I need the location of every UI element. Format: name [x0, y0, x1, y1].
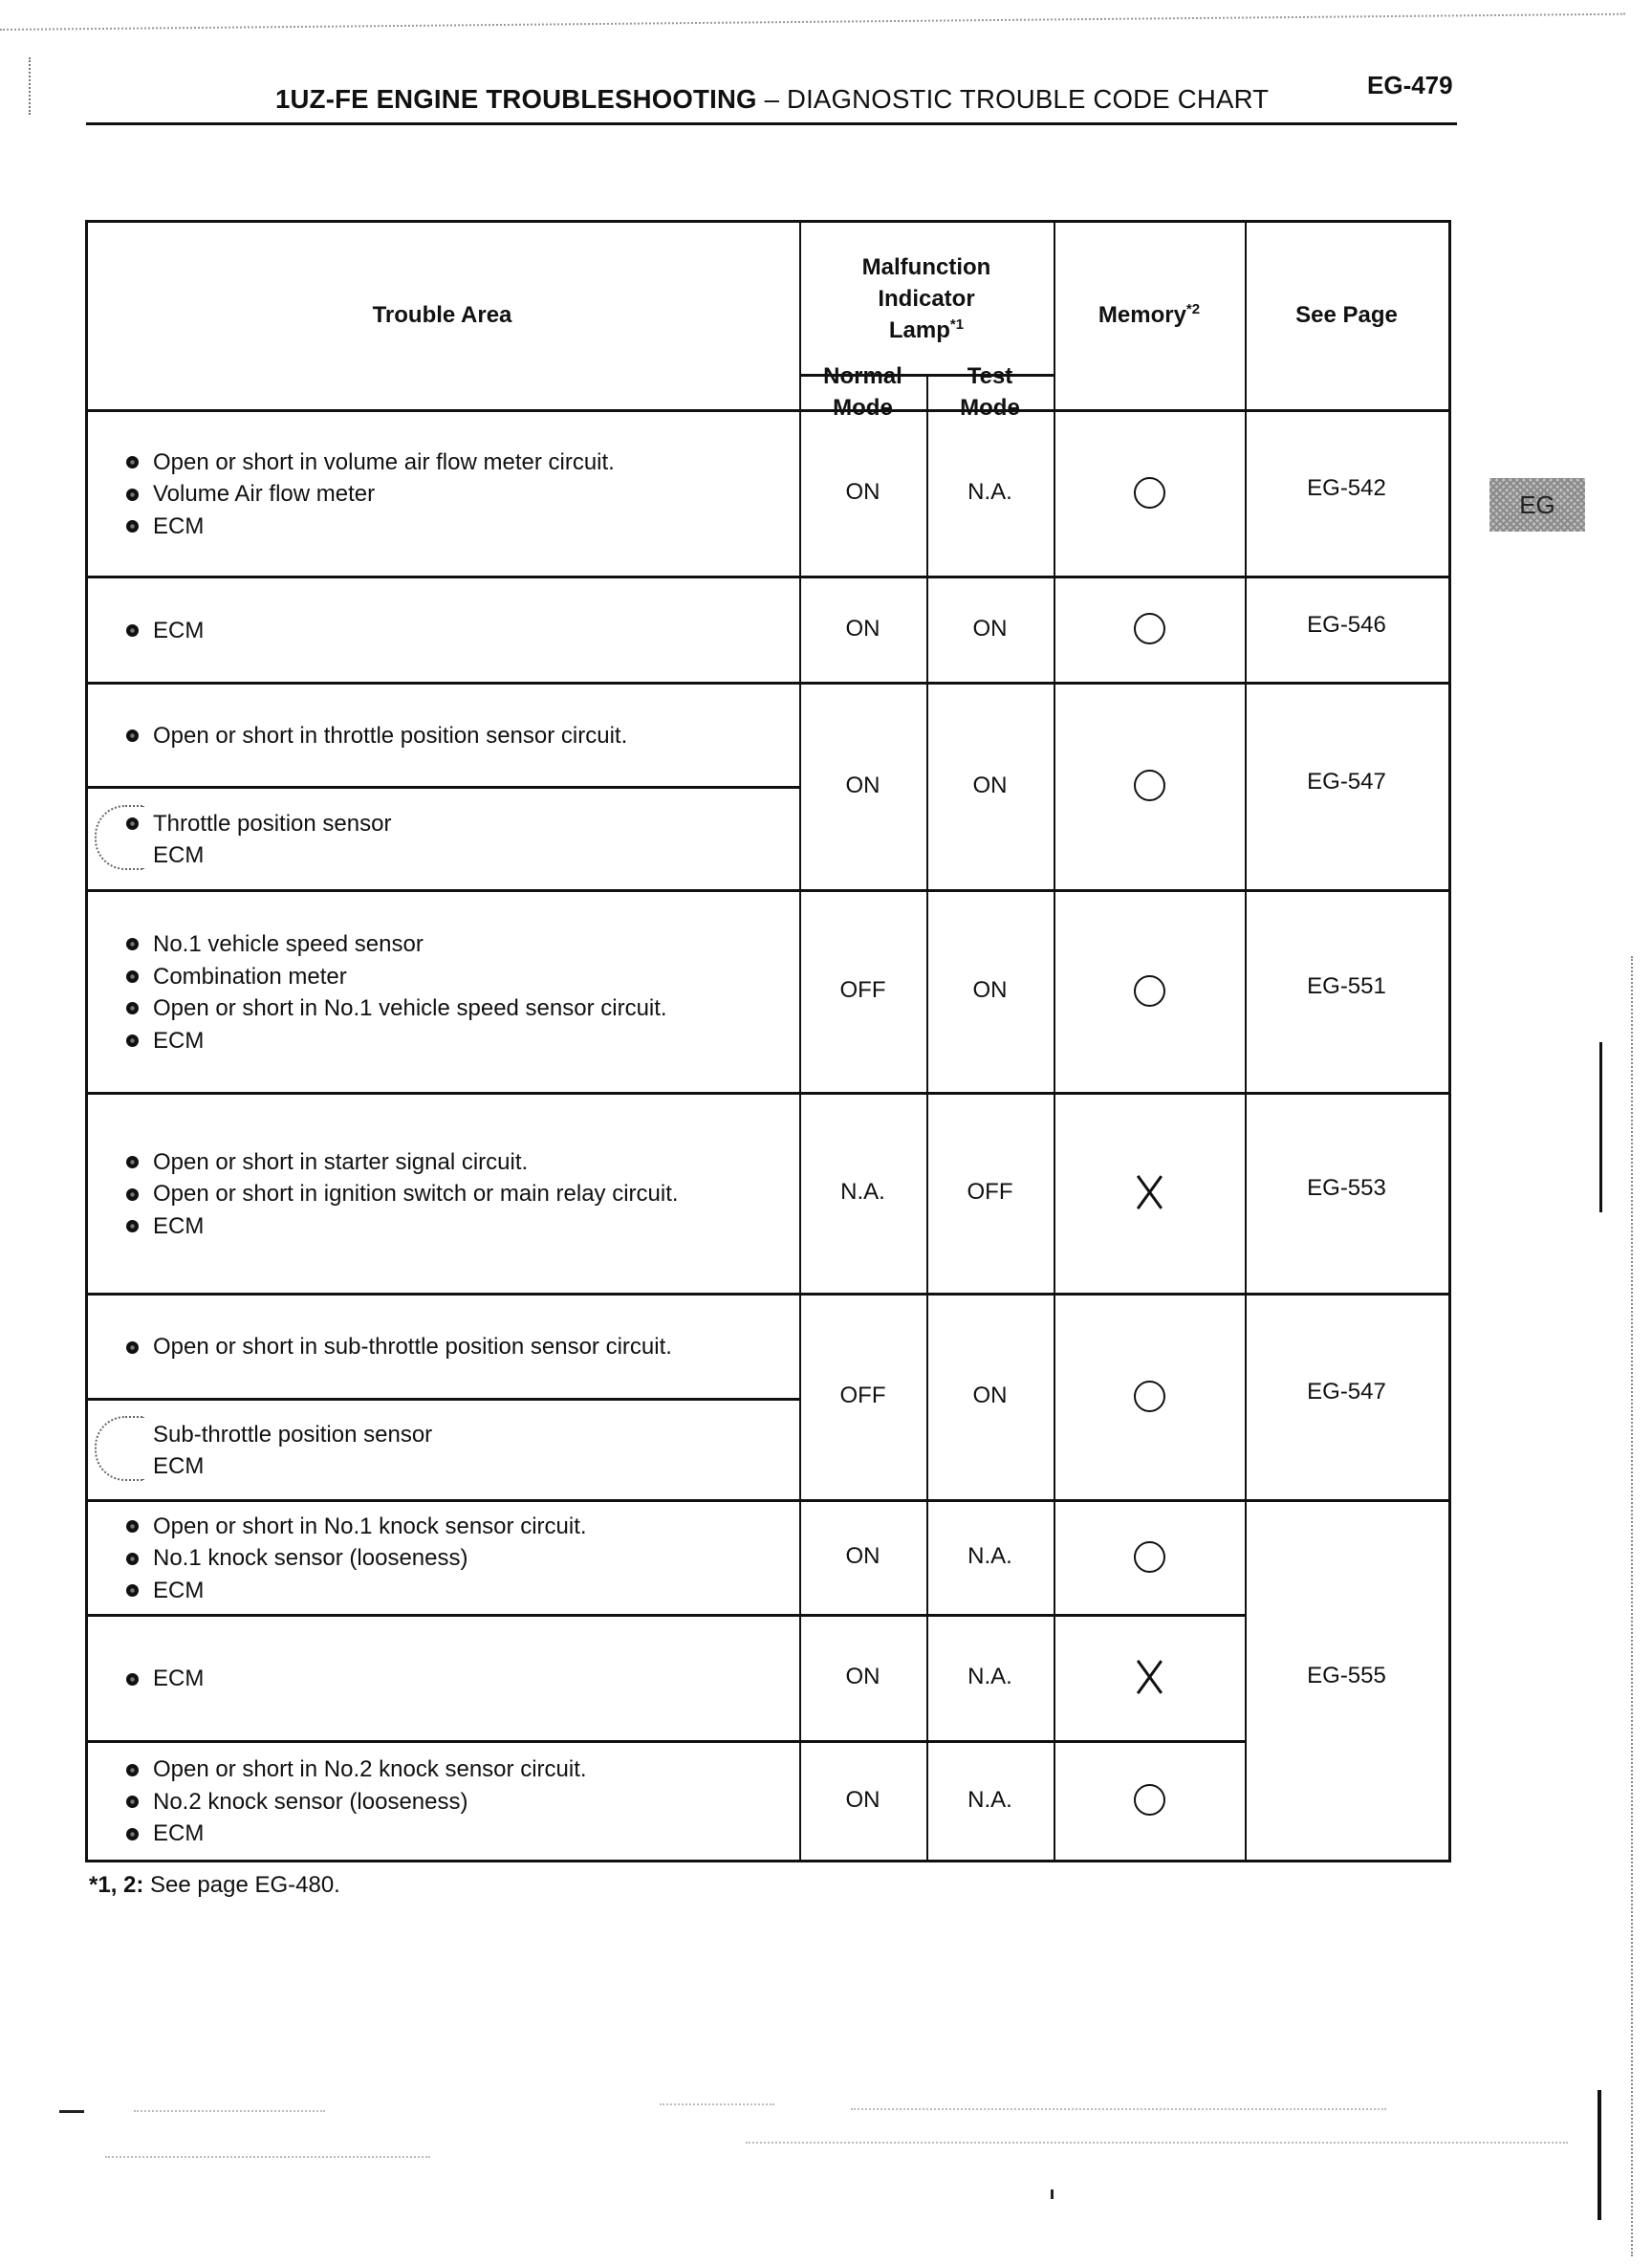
test-mode-cell-text: OFF [967, 1179, 1013, 1205]
trouble-area-text: Sub-throttle position sensor [153, 1421, 433, 1448]
header-cell-memory [1054, 220, 1245, 409]
page-number: EG-479 [1367, 71, 1453, 99]
bullet-icon [126, 970, 139, 983]
test-mode-cell-text: ON [972, 772, 1008, 798]
page-title-engine: 1UZ-FE ENGINE TROUBLESHOOTING [275, 84, 757, 114]
see-page-cell-text: EG-553 [1307, 1175, 1386, 1201]
trouble-area-item [85, 839, 799, 872]
note-ref: *1 [949, 316, 965, 333]
bullet-icon [126, 1764, 139, 1776]
test-mode-cell [926, 1740, 1054, 1860]
header-cell-trouble-area [85, 220, 799, 409]
trouble-area-list [85, 1616, 799, 1742]
normal-mode-cell [799, 1740, 926, 1860]
header-cell-see-page [1245, 220, 1448, 409]
trouble-area-text: No.1 vehicle speed sensor [153, 931, 424, 957]
see-page-cell-text: EG-546 [1307, 611, 1386, 638]
normal-mode-cell-text: ON [845, 1786, 880, 1813]
trouble-area-list [85, 1742, 799, 1862]
header-see-page: See Page [1295, 301, 1398, 328]
bullet-icon [126, 1584, 139, 1597]
bullet-icon [126, 624, 139, 637]
trouble-area-list [85, 1400, 799, 1501]
see-page-cell [1245, 1293, 1448, 1499]
test-mode-cell [926, 576, 1054, 682]
see-page-cell [1245, 889, 1448, 1092]
see-page-cell-text: EG-551 [1307, 973, 1386, 999]
bullet-icon [126, 730, 139, 742]
memory-yes-circle-icon [1134, 1541, 1165, 1573]
trouble-area-text: ECM [153, 1577, 205, 1603]
test-mode-cell-text: N.A. [967, 479, 1012, 505]
memory-yes-circle-icon [1134, 1381, 1165, 1412]
bullet-icon [126, 1796, 139, 1808]
scan-smudge [95, 1416, 144, 1481]
scan-mark [1051, 2189, 1054, 2199]
see-page-cell-text: EG-555 [1307, 1662, 1386, 1688]
trouble-area-item [85, 1025, 799, 1057]
memory-yes-circle-icon [1134, 1784, 1165, 1816]
test-mode-cell-text: N.A. [967, 1786, 1012, 1813]
page-title [275, 84, 1269, 115]
trouble-area-item [85, 478, 799, 511]
trouble-area-list [85, 891, 799, 1094]
trouble-area-text: No.2 knock sensor (looseness) [153, 1788, 468, 1815]
test-mode-cell [926, 409, 1054, 576]
trouble-area-text: ECM [153, 1027, 205, 1054]
normal-mode-cell [799, 1614, 926, 1740]
normal-mode-cell-text: ON [845, 479, 880, 505]
memory-no-x-icon [1135, 1174, 1163, 1210]
normal-mode-cell [799, 576, 926, 682]
header-memory: Memory$^{*2}$ [1098, 300, 1201, 328]
trouble-area-text: Open or short in ignition switch or main relay circuit. [153, 1181, 679, 1208]
normal-mode-cell-text: ON [845, 1543, 880, 1569]
memory-cell [1054, 1293, 1245, 1499]
trouble-area-list [85, 1295, 799, 1400]
header-cell-mil [799, 224, 1054, 374]
trouble-area-text: Open or short in starter signal circuit. [153, 1148, 529, 1175]
trouble-area-list [85, 1501, 799, 1616]
bleed-through-noise [105, 2156, 430, 2158]
trouble-area-item [85, 1178, 799, 1210]
scan-edge-artifact [0, 13, 1625, 31]
bullet-icon [126, 1828, 139, 1840]
memory-cell [1054, 409, 1245, 576]
trouble-area-item [85, 1146, 799, 1179]
trouble-area-item [85, 1786, 799, 1819]
test-mode-cell-text: ON [972, 1383, 1008, 1408]
bullet-icon [126, 1156, 139, 1168]
trouble-area-item [85, 1450, 799, 1483]
memory-cell [1054, 1499, 1245, 1614]
trouble-area-text: Open or short in volume air flow meter circuit. [153, 448, 615, 475]
bleed-through-noise [660, 2103, 774, 2105]
trouble-area-item [85, 1542, 799, 1575]
memory-yes-circle-icon [1134, 477, 1165, 509]
normal-mode-cell-text: ON [845, 1664, 880, 1689]
trouble-area-item [85, 1419, 799, 1451]
trouble-area-text: Throttle position sensor [153, 810, 392, 837]
memory-cell [1054, 889, 1245, 1092]
test-mode-cell [926, 1293, 1054, 1499]
bullet-icon [126, 1034, 139, 1047]
see-page-cell [1245, 682, 1448, 889]
trouble-area-item [85, 961, 799, 993]
footnote-ref: *1, 2: [89, 1872, 144, 1898]
trouble-area-item [85, 928, 799, 961]
header-cell-normal-mode [799, 362, 926, 421]
see-page-cell-text: EG-542 [1307, 475, 1386, 501]
test-mode-cell [926, 1614, 1054, 1740]
see-page-cell [1245, 409, 1448, 576]
trouble-area-item [85, 1575, 799, 1607]
test-mode-cell-text: N.A. [967, 1664, 1012, 1689]
trouble-area-text: ECM [153, 512, 205, 539]
trouble-area-list [85, 788, 799, 891]
trouble-area-text: ECM [153, 1212, 205, 1239]
normal-mode-cell [799, 682, 926, 889]
scan-smudge [95, 805, 144, 870]
bullet-icon [126, 489, 139, 501]
bullet-icon [126, 456, 139, 468]
margin-bracket [1598, 2090, 1601, 2220]
section-tab-label: EG [1519, 490, 1555, 519]
bullet-icon [126, 1341, 139, 1354]
memory-cell [1054, 1740, 1245, 1860]
trouble-area-text: No.1 knock sensor (looseness) [153, 1545, 468, 1572]
trouble-area-item [85, 992, 799, 1025]
header-test-mode: Test Mode [960, 362, 1020, 421]
trouble-area-text: Open or short in sub-throttle position sensor circuit. [153, 1334, 672, 1361]
see-page-cell [1245, 576, 1448, 682]
note-ref: *2 [1185, 300, 1201, 317]
header-rule [86, 122, 1457, 125]
footnote-text: See page EG-480. [143, 1872, 340, 1898]
footnote [89, 1872, 340, 1899]
trouble-area-text: ECM [153, 1453, 205, 1479]
memory-cell [1054, 682, 1245, 889]
trouble-area-text: Combination meter [153, 963, 347, 990]
trouble-area-text: Open or short in No.2 knock sensor circuit. [153, 1756, 587, 1783]
scan-mark [59, 2110, 84, 2113]
header-mil: Malfunction Indicator Lamp$^{*1}$ [861, 254, 991, 343]
header-cell-test-mode [926, 362, 1054, 421]
bleed-through-noise [134, 2110, 325, 2112]
bullet-icon [126, 1553, 139, 1565]
trouble-area-text: Open or short in No.1 vehicle speed sensor circuit. [153, 995, 667, 1021]
test-mode-cell-text: ON [972, 615, 1008, 642]
test-mode-cell [926, 682, 1054, 889]
see-page-cell [1245, 1092, 1448, 1293]
normal-mode-cell [799, 1499, 926, 1614]
trouble-area-item [85, 1210, 799, 1243]
trouble-area-list [85, 411, 799, 577]
test-mode-cell [926, 1092, 1054, 1293]
bleed-through-noise [851, 2108, 1386, 2110]
trouble-area-item [85, 1818, 799, 1850]
header-normal-mode: Normal Mode [823, 362, 902, 421]
trouble-area-item [85, 511, 799, 543]
memory-yes-circle-icon [1134, 975, 1165, 1007]
normal-mode-cell [799, 889, 926, 1092]
test-mode-cell [926, 889, 1054, 1092]
page-title-chart: – DIAGNOSTIC TROUBLE CODE CHART [756, 84, 1270, 114]
memory-no-x-icon [1135, 1659, 1163, 1695]
normal-mode-cell [799, 409, 926, 576]
trouble-area-item [85, 615, 799, 647]
memory-yes-circle-icon [1134, 770, 1165, 801]
section-tab-eg [1489, 478, 1585, 532]
normal-mode-cell-text: OFF [839, 1383, 886, 1408]
normal-mode-cell-text: OFF [839, 977, 886, 1003]
memory-cell [1054, 1614, 1245, 1740]
trouble-area-text: ECM [153, 1666, 205, 1692]
trouble-area-text: Open or short in No.1 knock sensor circuit. [153, 1513, 587, 1539]
bleed-through-noise [746, 2142, 1568, 2144]
test-mode-cell [926, 1499, 1054, 1614]
trouble-area-item [85, 446, 799, 479]
normal-mode-cell-text: N.A. [840, 1179, 885, 1205]
test-mode-cell-text: ON [972, 977, 1008, 1003]
trouble-area-text: ECM [153, 1820, 205, 1847]
normal-mode-cell [799, 1293, 926, 1499]
normal-mode-cell-text: ON [845, 772, 880, 798]
memory-yes-circle-icon [1134, 613, 1165, 644]
trouble-area-item [85, 1511, 799, 1543]
bullet-icon [126, 938, 139, 950]
bullet-icon [126, 1520, 139, 1533]
trouble-area-list [85, 577, 799, 684]
header-trouble-area: Trouble Area [372, 301, 512, 328]
trouble-area-text: Open or short in throttle position sensor circuit. [153, 722, 628, 749]
normal-mode-cell [799, 1092, 926, 1293]
bullet-icon [126, 1002, 139, 1014]
trouble-area-item [85, 1663, 799, 1695]
bullet-icon [126, 1188, 139, 1201]
trouble-area-list [85, 684, 799, 788]
see-page-cell-text: EG-547 [1307, 768, 1386, 795]
see-page-cell-text: EG-547 [1307, 1379, 1386, 1405]
scan-edge-artifact [1631, 956, 1633, 2256]
table-border-right [1448, 220, 1451, 1862]
trouble-area-list [85, 1094, 799, 1295]
memory-cell [1054, 576, 1245, 682]
trouble-area-text: ECM [153, 617, 205, 643]
trouble-area-item [85, 720, 799, 752]
bullet-icon [126, 1673, 139, 1686]
trouble-area-item [85, 1753, 799, 1786]
see-page-cell-merged [1245, 1499, 1448, 1860]
bullet-icon [126, 520, 139, 533]
trouble-area-item [85, 808, 799, 840]
memory-cell [1054, 1092, 1245, 1293]
scan-edge-artifact [29, 57, 31, 115]
trouble-area-text: Volume Air flow meter [153, 481, 376, 508]
trouble-area-item [85, 1331, 799, 1363]
bullet-icon [126, 1220, 139, 1232]
trouble-area-text: ECM [153, 842, 205, 868]
margin-change-bar [1599, 1042, 1602, 1212]
normal-mode-cell-text: ON [845, 615, 880, 642]
test-mode-cell-text: N.A. [967, 1543, 1012, 1569]
